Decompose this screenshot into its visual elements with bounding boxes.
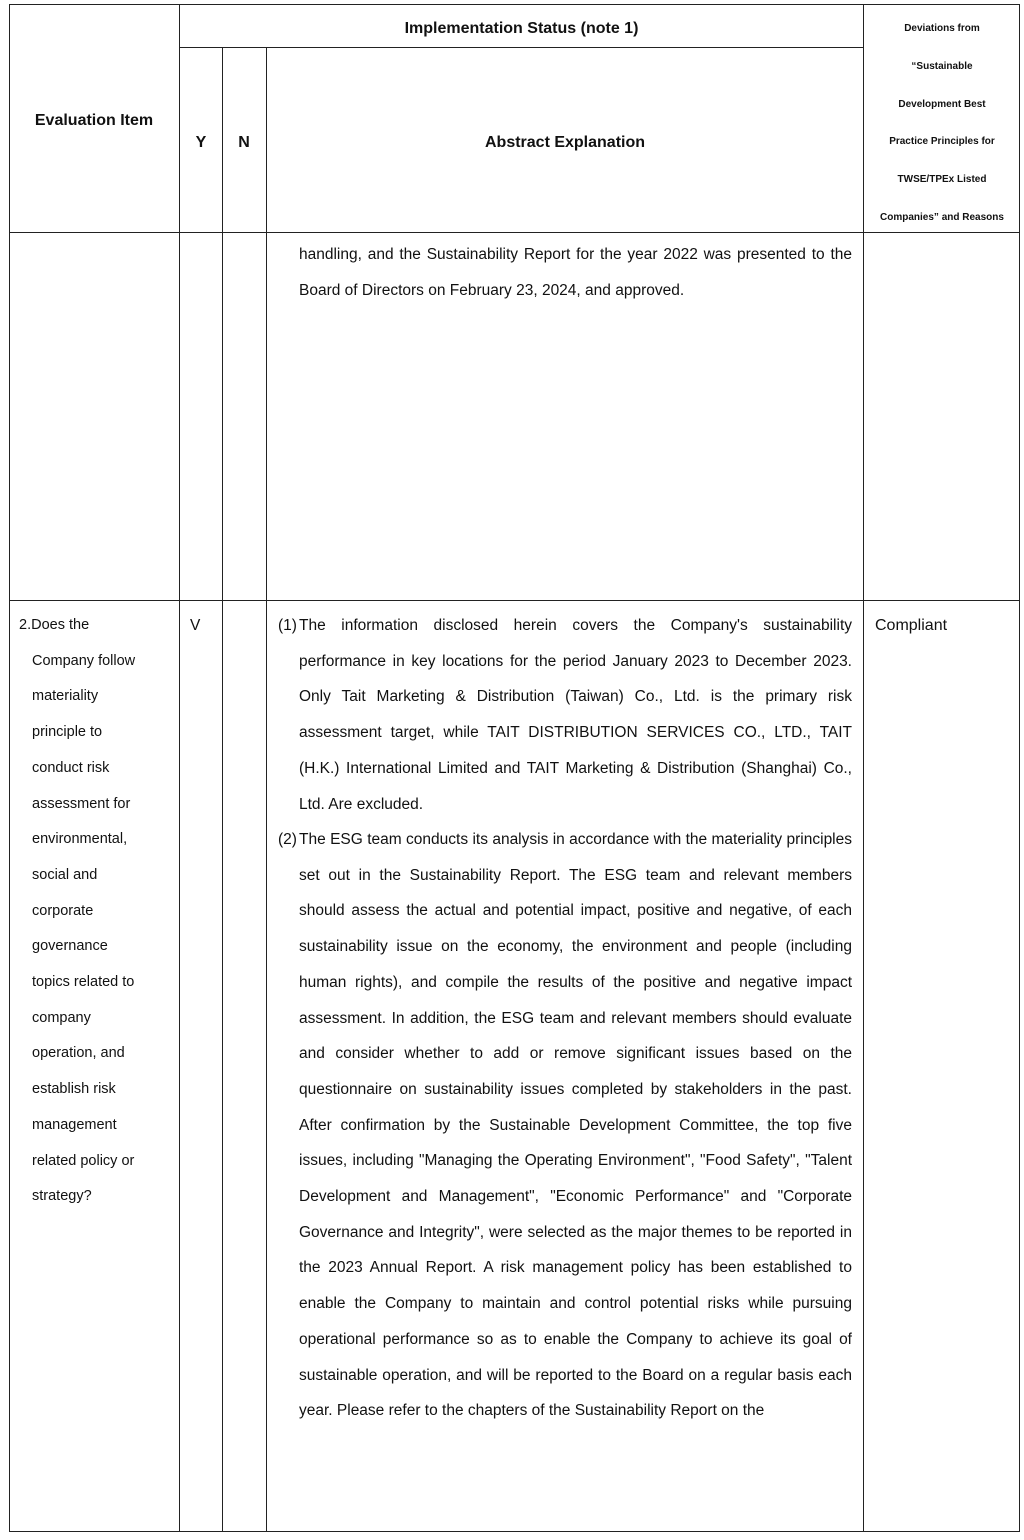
row-divider bbox=[9, 600, 1020, 601]
evaluation-item-line: 2.Does the bbox=[19, 617, 90, 633]
evaluation-item-line: strategy? bbox=[32, 1188, 92, 1205]
evaluation-item-2 bbox=[19, 608, 169, 1215]
column-divider-y bbox=[222, 47, 223, 1532]
compliance-status: Compliant bbox=[875, 617, 948, 634]
evaluation-item-line: management bbox=[32, 1116, 117, 1133]
evaluation-item-line: corporate bbox=[32, 902, 94, 919]
header-deviations bbox=[864, 10, 1020, 237]
evaluation-item-line: topics related to bbox=[32, 974, 135, 991]
evaluation-item-line: materiality bbox=[32, 688, 99, 705]
header-evaluation-item: Evaluation Item bbox=[34, 112, 154, 129]
evaluation-item-line: governance bbox=[32, 938, 108, 955]
header-deviations-line: “Sustainable bbox=[911, 60, 973, 72]
evaluation-item-line: company bbox=[32, 1009, 91, 1026]
evaluation-item-line: related policy or bbox=[32, 1152, 135, 1169]
evaluation-item-line: social and bbox=[32, 866, 98, 883]
evaluation-item-line: Company follow bbox=[32, 652, 136, 669]
column-divider-n bbox=[266, 47, 267, 1532]
header-deviations-line: TWSE/TPEx Listed bbox=[897, 174, 987, 186]
paragraph-number: (1) bbox=[278, 617, 297, 634]
explanation-paragraph-1 bbox=[278, 608, 852, 822]
header-implementation-status: Implementation Status (note 1) bbox=[404, 20, 639, 37]
header-deviations-line: Practice Principles for bbox=[889, 136, 995, 148]
paragraph-text: The information disclosed herein covers the Company's sustainability performance in key locations for the period January 2023 to December 2023. Only Tait Marketing & Distribution (Taiwan) Co., Ltd. is the primary risk assessment target, while TAIT DISTRIBUTION SERVICES CO., LTD., TAIT (H.K.) International Limited and TAIT Marketing & Distribution (Shanghai) Co., Ltd. Are excluded. bbox=[299, 617, 852, 813]
paragraph-number: (2) bbox=[278, 831, 297, 848]
evaluation-item-line: operation, and bbox=[32, 1045, 125, 1062]
header-n: N bbox=[238, 134, 250, 151]
evaluation-item-line: conduct risk bbox=[32, 759, 110, 776]
header-y: Y bbox=[195, 134, 207, 151]
y-mark: V bbox=[190, 617, 201, 634]
header-deviations-line: Companies” and Reasons bbox=[880, 211, 1004, 223]
explanation-paragraph-2 bbox=[278, 822, 852, 1429]
paragraph-text: The ESG team conducts its analysis in accordance with the materiality principles set out in the Sustainability Report. The ESG team and relevant members should assess the actual and potential impact, positive and negative, of each sustainability issue on the economy, the environment and people (including human rights), and compile the results of the positive and negative impact assessment. In addition, the ESG team and relevant members should evaluate and consider whether to add or remove significant issues based on the questionnaire on sustainability issues completed by stakeholders in the past. After confirmation by the Sustainable Development Committee, the top five issues, including "Managing the Operating Environment", "Food Safety", "Talent Development and Management", "Economic Performance" and "Corporate Governance and Integrity", were selected as the major themes to be reported in the 2023 Annual Report. A risk management policy has been established to enable the Company to maintain and control potential risks while pursuing operational performance so as to enable the Company to achieve its goal of sustainable operation, and will be reported to the Board on a regular basis each year. Please refer to the chapters of the Sustainability Report on the bbox=[299, 831, 852, 1420]
header-abstract-explanation: Abstract Explanation bbox=[484, 134, 646, 151]
evaluation-item-line: principle to bbox=[32, 724, 103, 741]
header-deviations-line: Development Best bbox=[898, 98, 986, 110]
header-sub-divider bbox=[179, 47, 863, 48]
evaluation-item-line: assessment for bbox=[32, 795, 131, 812]
header-deviations-line: Deviations from bbox=[904, 23, 980, 34]
continuation-text: handling, and the Sustainability Report for the year 2022 was presented to the Board of Directors on February 23, 2024, and approved. bbox=[299, 246, 852, 299]
evaluation-item-line: establish risk bbox=[32, 1081, 116, 1098]
evaluation-item-line: environmental, bbox=[32, 831, 128, 848]
column-divider-eval bbox=[179, 4, 180, 1532]
